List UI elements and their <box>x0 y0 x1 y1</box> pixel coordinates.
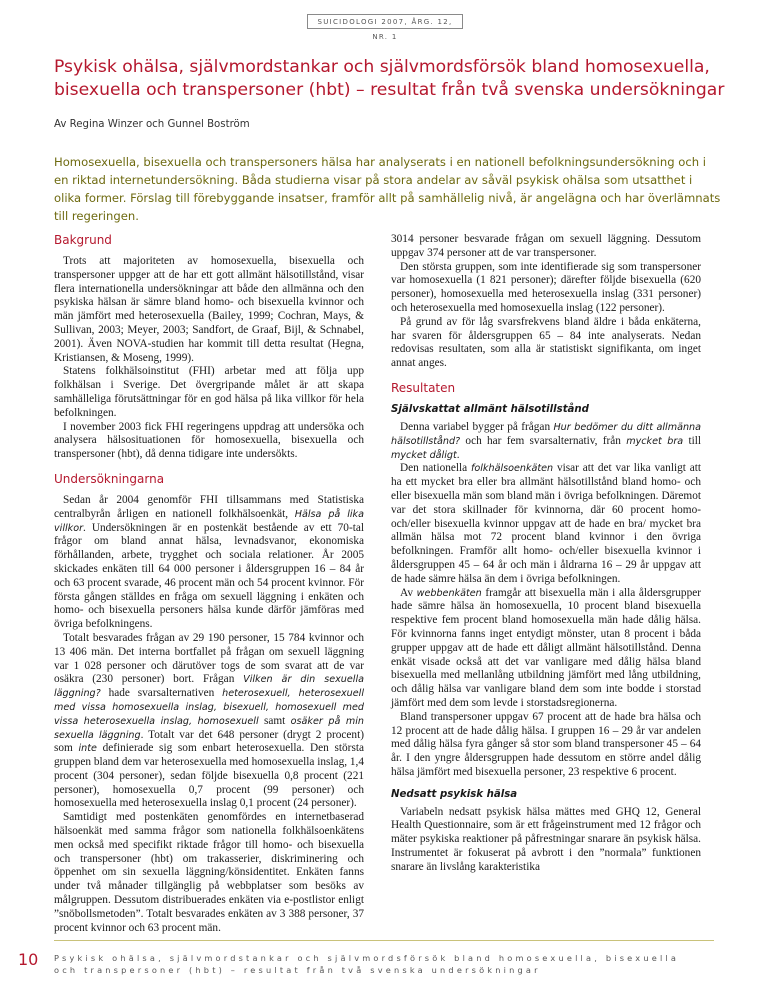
paragraph: Den nationella folkhälsoenkäten visar att det var lika vanligt att ha ett mycket bra eller bra allmänt hälsotillstånd bland homo- och eller bisexuella män som bland män i övriga befolkningen. Däremot var det stora skillnader för kvinnorna, där 60 procent homo- och/eller bisexuella kvinnor uppgav att de hade en bra/ mycket bra allmän hälsa mot 72 procent bland kvinnor i den övriga befolkningen. Framför allt homo- och/eller bisexuella kvinnor i åldersgruppen 45 – 64 år och män i åldrarna 16 – 29 år uppgav att de hade sämre hälsa än dem i övriga befolkningen. <box>391 462 701 585</box>
left-column <box>54 233 364 935</box>
paragraph: Denna variabel bygger på frågan Hur bedömer du ditt allmänna hälsotillstånd? och har fem svarsalternativ, från mycket bra till mycket dåligt. <box>391 420 701 461</box>
paragraph: Variabeln nedsatt psykisk hälsa mättes med GHQ 12, General Health Questionnaire, som är ett frågeinstrument med 12 frågor och mäter psykiska reaktioner på påfrestningar snarare än psykisk hälsa. Instrumentet är fokuserat på avbrott i den ”normala” funktionen snarare än livslång karakteristika <box>391 805 701 873</box>
byline: Av Regina Winzer och Gunnel Boström <box>54 119 250 130</box>
paragraph: På grund av för låg svarsfrekvens bland äldre i båda enkäterna, har svaren för åldersgruppen 65 – 84 inte analyserats. Nedan redovisas resultaten, som alla är statistiskt signifikanta, om inget annat anges. <box>391 315 701 370</box>
paragraph: Av webbenkäten framgår att bisexuella män i alla åldersgrupper hade sämre hälsa än homosexuella, 10 procent bland bisexuella respektive fem procent bland homosexuella män hade dålig hälsa. För kvinnorna fanns inget entydigt mönster, utan 8 procent i båda grupper uppgav att de hade ett dåligt allmänt hälsotillstånd. Denna enkät visade också att det var vanligare med dålig hälsa bland bisexuella med mellanlång utbildning jämfört med lång utbildning, och dålig hälsa var vanligare bland dem som inte bodde i storstad jämfört med dem som levde i storstadsregionerna. <box>391 586 701 709</box>
paragraph: Samtidigt med postenkäten genomfördes en internetbaserad hälsoenkät med samma frågor som nationella folkhälsoenkätens men också med specifikt riktade frågor till homo- och bisexuella och transpersoner (hbt) om trakasserier, diskriminering och öppenhet om sin sexuella läggning/könsidentitet. Enkäten fanns under två månader tillgänglig på webbplatser som besöks av målgruppen. Dessutom distribuerades enkäten via e-postlistor enligt ”snöbollsmetoden”. Totalt besvarades enkäten av 3 388 personer, 37 procent kvinnor och 63 procent män. <box>54 811 364 934</box>
answer-option: osäker på min sexuella läggning <box>54 715 364 741</box>
survey-name: webbenkäten <box>416 587 482 599</box>
page-number: 10 <box>18 950 39 969</box>
section-heading-resultaten: Resultaten <box>391 380 456 395</box>
journal-tag: SUICIDOLOGI 2007, ÅRG. 12, NR. 1 <box>307 14 463 29</box>
footer-rule <box>54 940 714 941</box>
answer-option: mycket bra <box>626 435 684 447</box>
paragraph: Statens folkhälsoinstitut (FHI) arbetar med att följa upp folkhälsan i Sverige. Det övergripande målet är att skapa samhälleliga förutsättningar för en god hälsa på lika villkor för hela befolkningen. <box>54 365 364 419</box>
paragraph: Totalt besvarades frågan av 29 190 personer, 15 784 kvinnor och 13 406 män. Det interna bortfallet på frågan om sexuell läggning var 1 028 personer och därutöver togs de som svarat att de var osäkra (230 personer) bort. Frågan Vilken är din sexuella läggning? hade svarsalternativen heterosexuell, heterosexuell med vissa homosexuella inslag, bisexuell, homosexuell med vissa heterosexuella inslag, homosexuell samt osäker på min sexuella läggning. Totalt var det 648 personer (drygt 2 procent) som inte definierade sig som enbart heterosexuella. Den största gruppen bland dem var heterosexuella med homosexuella inslag, 1,4 procent (304 personer), sedan följde bisexuella 0,8 procent (221 personer), homosexuella 0,7 procent (99 personer) och homosexuella med heterosexuella inslag 0,1 procent (24 personer). <box>54 631 364 810</box>
paragraph: 3014 personer besvarade frågan om sexuell läggning. Dessutom uppgav 374 personer att de var transpersoner. <box>391 233 701 259</box>
survey-name: Hälsa på lika villkor <box>54 508 364 534</box>
survey-question: Hur bedömer du ditt allmänna hälsotillstånd? <box>391 421 701 447</box>
paragraph: Den största gruppen, som inte identifierade sig som transpersoner var homosexuella (1 821 personer); därefter följde bisexuella (620 personer), homosexuella med heterosexuella inslag (331 personer) och heterosexuella med homosexuella inslag (122 personer). <box>391 260 701 314</box>
subheading-nedsatt: Nedsatt psykisk hälsa <box>391 788 518 800</box>
paragraph: Bland transpersoner uppgav 67 procent att de hade bra hälsa och 12 procent att de hade dålig hälsa. I gruppen 16 – 29 år var andelen med dålig hälsa fyra gånger så stor som bland transpersoner 45 – 64 år. I den yngre åldersgruppen hade dessutom en större andel dålig hälsa jämfört med bisexuella personer, 23 respektive 6 procent. <box>391 710 701 778</box>
subheading-sjalvskattat: Självskattat allmänt hälsotillstånd <box>391 403 589 415</box>
running-footer: Psykisk ohälsa, självmordstankar och självmordsförsök bland homosexuella, bisexuella och transpersoner (hbt) – resultat från två svenska undersökningar <box>54 953 680 975</box>
article-title: Psykisk ohälsa, självmordstankar och självmordsförsök bland homosexuella, bisexuella och transpersoner (hbt) – resultat från två svenska undersökningar <box>54 57 725 100</box>
answer-options: heterosexuell, heterosexuell med vissa homosexuella inslag, bisexuell, homosexuell med vissa heterosexuella inslag, homosexuell <box>54 688 364 727</box>
answer-option: mycket dåligt <box>391 449 457 461</box>
survey-name: folkhälsoenkäten <box>471 463 554 475</box>
emphasis: inte <box>78 743 97 755</box>
right-column <box>391 233 701 875</box>
paragraph: I november 2003 fick FHI regeringens uppdrag att undersöka och analysera hälsosituationen för homosexuella, bisexuella och transpersoner (hbt), då denna tidigare inte undersökts. <box>54 420 364 461</box>
paragraph: Sedan år 2004 genomför FHI tillsammans med Statistiska centralbyrån årligen en nationell folkhälsoenkät, Hälsa på lika villkor. Undersökningen är en postenkät bestående av ett 70-tal frågor om bland annat hälsa, levnadsvanor, ekonomiska förhållanden, arbete, trygghet och sociala relationer. År 2005 skickades enkäten till 64 000 personer i åldersgruppen 16 – 84 år och 63 procent svarade, 46 procent män och 54 procent kvinnor. För första gången ställdes en fråga om sexuell läggning i enkäten och homo- och bisexuella personers hälsa kunde därför jämföras med övriga befolkningens. <box>54 493 364 631</box>
survey-question: Vilken är din sexuella läggning? <box>54 674 364 700</box>
paragraph: Trots att majoriteten av homosexuella, bisexuella och transpersoner uppger att de har ett gott allmänt hälsotillstånd, visar flera internationella undersökningar att både den allmänna och den psykiska hälsan är sämre bland homo- och bisexuella kvinnor och män jämfört med heterosexuella (Bailey, 1999; Cochran, Mays, & Sullivan, 2003; Meyer, 2003; Sandfort, de Graaf, Bijl, & Schnabel, 2001). Även NOVA-studien har kommit till detta resultat (Hegna, Kristiansen, & Moseng, 1999). <box>54 255 364 364</box>
section-heading-bakgrund: Bakgrund <box>54 233 112 247</box>
lead-paragraph: Homosexuella, bisexuella och transpersoners hälsa har analyserats i en nationell befolkningsundersökning och i en riktad internetundersökning. Båda studierna visar på stora andelar av såväl psykisk ohälsa som utsatthet i olika former. Förslag till förebyggande insatser, framför allt på samhällelig nivå, är angelägna och har överlämnats till regeringen. <box>54 155 721 223</box>
section-heading-undersokningarna: Undersökningarna <box>54 471 165 486</box>
